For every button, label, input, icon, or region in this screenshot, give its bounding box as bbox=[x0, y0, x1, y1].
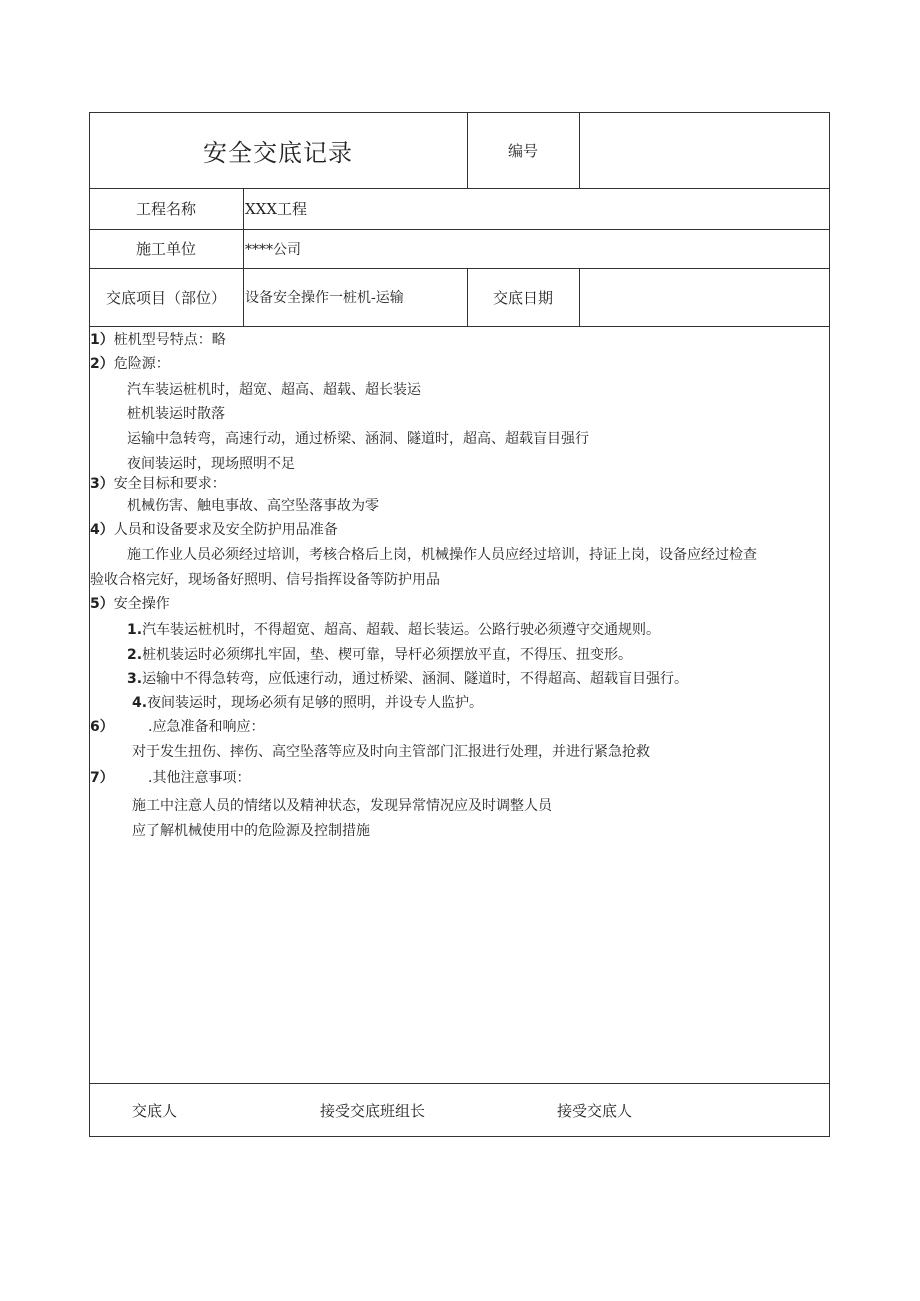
date-value bbox=[579, 268, 830, 326]
section-heading bbox=[90, 520, 338, 540]
list-item: 对于发生扭伤、摔伤、高空坠落等应及时向主管部门汇报进行处理，并进行紧急抢救 bbox=[132, 744, 650, 760]
section-text: 安全操作 bbox=[113, 596, 170, 612]
paragraph-line: 施工作业人员必须经过培训，考核合格后上岗，机械操作人员应经过培训，持证上岗，设备应经过检查 bbox=[127, 547, 757, 563]
item-text: 桩机装运时必须绑扎牢固，垫、楔可靠，导杆必须摆放平直，不得压、扭变形。 bbox=[142, 647, 633, 663]
section-number: 6） bbox=[90, 719, 114, 735]
item-number: 3. bbox=[127, 671, 143, 687]
number-value bbox=[579, 112, 830, 188]
item-number: 4. bbox=[132, 695, 148, 711]
divider bbox=[89, 326, 830, 327]
page-title: 安全交底记录 bbox=[203, 138, 353, 167]
section-number: 1） bbox=[90, 332, 114, 348]
paragraph-line: 验收合格完好，现场备好照明、信号指挥设备等防护用品 bbox=[90, 572, 440, 588]
item-text: 汽车装运桩机时，不得超宽、超高、超载、超长装运。公路行驶必须遵守交通规则。 bbox=[142, 622, 661, 638]
list-item bbox=[127, 645, 632, 665]
list-item: 运输中急转弯，高速行动，通过桥梁、涵洞、隧道时，超高、超载盲目强行 bbox=[127, 431, 589, 447]
divider bbox=[89, 1083, 830, 1084]
item-number: 1. bbox=[127, 622, 143, 638]
section-number: 2） bbox=[90, 356, 114, 372]
section-number: 4） bbox=[90, 522, 114, 538]
list-item: 桩机装运时散落 bbox=[127, 406, 225, 422]
section-number: 5） bbox=[90, 596, 114, 612]
contractor-value: ****公司 bbox=[245, 241, 301, 258]
list-item bbox=[127, 669, 688, 689]
section-text: .应急准备和响应： bbox=[148, 719, 265, 735]
team-leader-label: 接受交底班组长 bbox=[320, 1101, 426, 1120]
section-text: 桩机型号特点：略 bbox=[113, 332, 226, 348]
item-text: 运输中不得急转弯，应低速行动，通过桥梁、涵洞、隧道时，不得超高、超载盲目强行。 bbox=[142, 671, 689, 687]
discloser-label: 交底人 bbox=[132, 1101, 178, 1120]
section-heading bbox=[90, 354, 170, 374]
item-value: 设备安全操作一桩机-运输 bbox=[245, 290, 404, 306]
divider bbox=[243, 188, 244, 326]
list-item: 夜间装运时，现场照明不足 bbox=[127, 456, 295, 472]
project-name-label: 工程名称 bbox=[135, 200, 196, 218]
item-text: 夜间装运时，现场必须有足够的照明，并设专人监护。 bbox=[147, 695, 484, 711]
date-label: 交底日期 bbox=[492, 288, 553, 307]
receiver-label: 接受交底人 bbox=[557, 1101, 633, 1120]
list-item bbox=[132, 693, 483, 713]
section-number: 7） bbox=[90, 770, 114, 786]
item-label: 交底项目（部位） bbox=[105, 288, 226, 307]
section-heading bbox=[90, 594, 170, 614]
project-name-value: XXX工程 bbox=[245, 200, 308, 218]
section-text: .其他注意事项： bbox=[148, 770, 251, 786]
number-label: 编号 bbox=[507, 141, 538, 160]
list-item bbox=[127, 620, 660, 640]
list-item: 汽车装运桩机时，超宽、超高、超载、超长装运 bbox=[127, 382, 421, 398]
section-heading bbox=[90, 717, 264, 737]
contractor-label: 施工单位 bbox=[135, 240, 196, 258]
section-text: 危险源： bbox=[113, 356, 170, 372]
section-number: 3） bbox=[90, 476, 114, 492]
section-heading bbox=[90, 768, 250, 788]
section-heading bbox=[90, 474, 226, 494]
list-item: 施工中注意人员的情绪以及精神状态，发现异常情况应及时调整人员 bbox=[132, 798, 552, 814]
list-item: 应了解机械使用中的危险源及控制措施 bbox=[132, 823, 370, 839]
section-text: 人员和设备要求及安全防护用品准备 bbox=[113, 522, 338, 538]
section-text: 安全目标和要求： bbox=[113, 476, 226, 492]
section-heading bbox=[90, 330, 226, 350]
list-item: 机械伤害、触电事故、高空坠落事故为零 bbox=[127, 498, 379, 514]
item-number: 2. bbox=[127, 647, 143, 663]
